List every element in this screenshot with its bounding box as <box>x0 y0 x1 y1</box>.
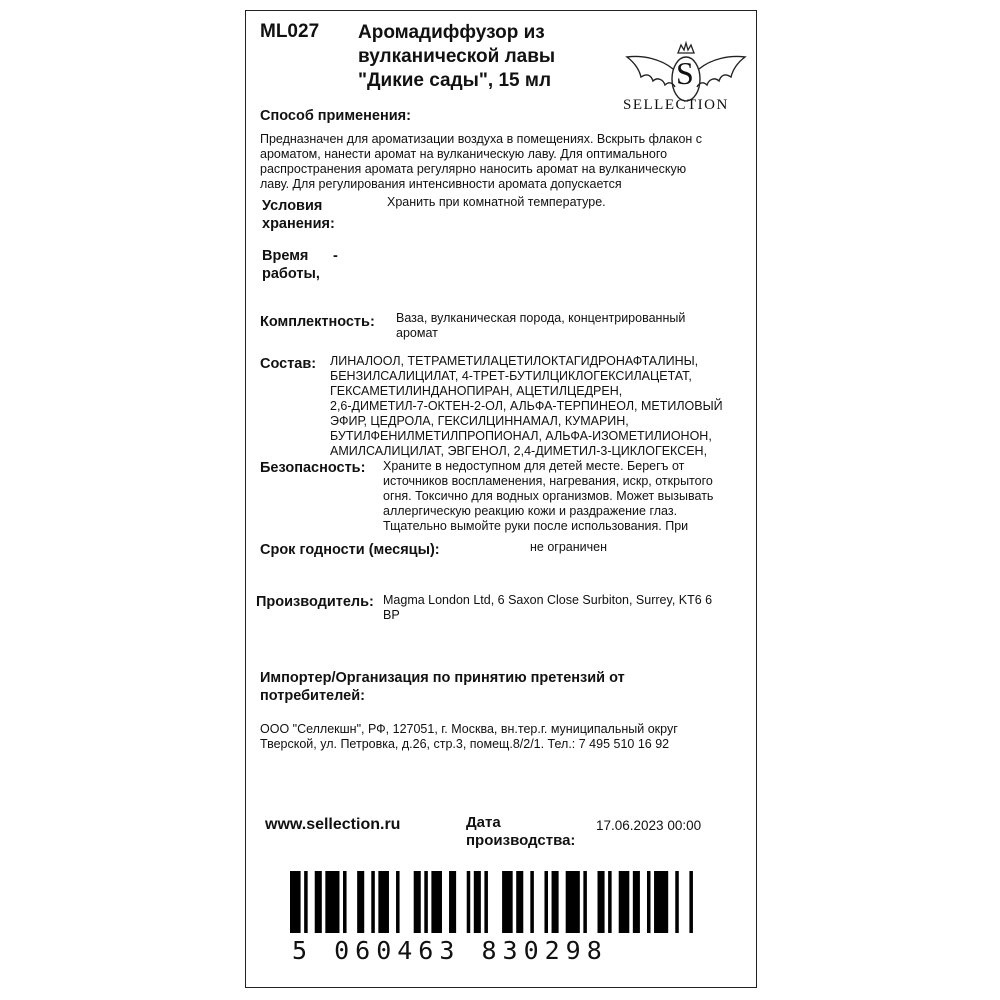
barcode-bar <box>325 871 339 933</box>
barcode-bar <box>431 871 442 933</box>
text-line: БУТИЛФЕНИЛМЕТИЛПРОПИОНАЛ, АЛЬФА-ИЗОМЕТИЛИОНОН, <box>330 429 712 443</box>
safety-text <box>383 459 713 534</box>
product-title <box>358 21 618 93</box>
text-line: Тверской, ул. Петровка, д.26, стр.3, помещ.8/2/1. Тел.: 7 495 510 16 92 <box>260 737 670 751</box>
barcode-bar <box>474 871 481 933</box>
usage-heading: Способ применения: <box>260 108 411 124</box>
barcode-bar <box>530 871 534 933</box>
barcode-bar <box>566 871 580 933</box>
heading-line: Дата <box>466 814 501 831</box>
barcode-bar <box>467 871 471 933</box>
heading-line: производства: <box>466 832 576 849</box>
barcode-bar <box>371 871 375 933</box>
text-line: БЕНЗИЛСАЛИЦИЛАТ, 4-ТРЕТ-БУТИЛЦИКЛОГЕКСИЛАЦЕТАТ, <box>330 369 692 383</box>
barcode-bar <box>343 871 347 933</box>
heading-line: работы, <box>262 266 320 282</box>
text-line: распространения аромата регулярно наносить аромат на вулканическую <box>260 162 687 176</box>
barcode-bar <box>608 871 612 933</box>
barcode-bar <box>647 871 651 933</box>
text-line: ЛИНАЛООЛ, ТЕТРАМЕТИЛАЦЕТИЛОКТАГИДРОНАФТАЛИНЫ, <box>330 354 699 368</box>
shelf-life-heading: Срок годности (месяцы): <box>260 542 440 558</box>
barcode-bar <box>598 871 605 933</box>
barcode-bar <box>583 871 587 933</box>
barcode-bar <box>290 871 301 933</box>
barcode-bar <box>502 871 513 933</box>
manufacturer-heading: Производитель: <box>256 594 374 610</box>
product-code: ML027 <box>260 21 320 42</box>
barcode-bar <box>544 871 548 933</box>
barcode-bar <box>633 871 640 933</box>
barcode-bar <box>449 871 456 933</box>
text-line: Magma London Ltd, 6 Saxon Close Surbiton, Surrey, KT6 6 <box>383 593 713 607</box>
product-label <box>245 10 757 988</box>
text-line: BP <box>383 608 400 622</box>
text-line: Тщательно вымойте руки после использования. При <box>383 519 689 533</box>
shelf-life-value: не ограничен <box>530 540 607 554</box>
barcode-bar <box>424 871 428 933</box>
title-line: вулканической лавы <box>358 46 556 67</box>
storage-heading <box>262 197 335 233</box>
safety-heading: Безопасность: <box>260 460 366 476</box>
website-link[interactable]: www.sellection.ru <box>265 816 401 833</box>
composition-heading: Состав: <box>260 356 317 372</box>
heading-line: Условия <box>262 198 323 214</box>
text-line: ООО "Селлекшн", РФ, 127051, г. Москва, вн.тер.г. муниципальный округ <box>260 722 678 736</box>
completeness-heading: Комплектность: <box>260 314 375 330</box>
barcode-bar <box>552 871 559 933</box>
composition-text <box>330 354 723 459</box>
barcode-icon <box>290 871 700 941</box>
text-line: ароматом, нанести аромат на вулканическую лаву. Для оптимального <box>260 147 668 161</box>
barcode-bar <box>304 871 308 933</box>
production-date-label <box>466 814 575 850</box>
barcode-digits: 5 060463 830298 <box>292 936 608 965</box>
heading-line: хранения: <box>262 216 335 232</box>
text-line: источников воспламенения, нагревания, искр, открытого <box>383 474 713 488</box>
text-line: аромат <box>396 326 438 340</box>
completeness-text <box>396 311 685 341</box>
text-line: ГЕКСАМЕТИЛИНДАНОПИРАН, АЦЕТИЛЦЕДРЕН, <box>330 384 623 398</box>
text-line: аллергическую реакцию кожи и раздражение глаз. <box>383 504 678 518</box>
barcode-bar <box>675 871 679 933</box>
text-line: ЭФИР, ЦЕДРОЛА, ГЕКСИЛЦИННАМАЛ, КУМАРИН, <box>330 414 629 428</box>
text-line: Предназначен для ароматизации воздуха в помещениях. Вскрыть флакон с <box>260 132 703 146</box>
logo-letter: S <box>676 55 694 91</box>
text-line: 2,6-ДИМЕТИЛ-7-ОКТЕН-2-ОЛ, АЛЬФА-ТЕРПИНЕОЛ, МЕТИЛОВЫЙ <box>330 399 723 413</box>
heading-line: Импортер/Организация по принятию претензий от <box>260 670 625 686</box>
worktime-heading <box>262 247 320 283</box>
barcode-bar <box>414 871 421 933</box>
text-line: Ваза, вулканическая порода, концентрированный <box>396 311 686 325</box>
barcode-bar <box>689 871 693 933</box>
barcode-bar <box>378 871 389 933</box>
text-line: Храните в недоступном для детей месте. Берегъ от <box>383 459 685 473</box>
storage-value: Хранить при комнатной температуре. <box>387 195 606 209</box>
importer-heading <box>260 669 625 705</box>
importer-text <box>260 722 678 752</box>
barcode-bar <box>315 871 322 933</box>
barcode-bar <box>516 871 523 933</box>
brand-name: SELLECTION <box>623 97 729 113</box>
worktime-value: - <box>333 248 338 264</box>
barcode-bar <box>396 871 400 933</box>
barcode-bar <box>357 871 364 933</box>
usage-text <box>260 132 750 192</box>
heading-line: Время <box>262 248 309 264</box>
title-line: "Дикие сады", 15 мл <box>358 70 552 91</box>
text-line: лаву. Для регулирования интенсивности аромата допускается <box>260 177 622 191</box>
barcode-bar <box>619 871 630 933</box>
manufacturer-text <box>383 593 712 623</box>
text-line: АМИЛСАЛИЦИЛАТ, ЭВГЕНОЛ, 2,4-ДИМЕТИЛ-3-ЦИКЛОГЕКСЕН, <box>330 444 708 458</box>
heading-line: потребителей: <box>260 688 365 704</box>
text-line: огня. Токсично для водных организмов. Может вызывать <box>383 489 714 503</box>
barcode-bar <box>654 871 668 933</box>
title-line: Аромадиффузор из <box>358 22 545 43</box>
production-date-value: 17.06.2023 00:00 <box>596 818 702 833</box>
barcode-bar <box>484 871 488 933</box>
